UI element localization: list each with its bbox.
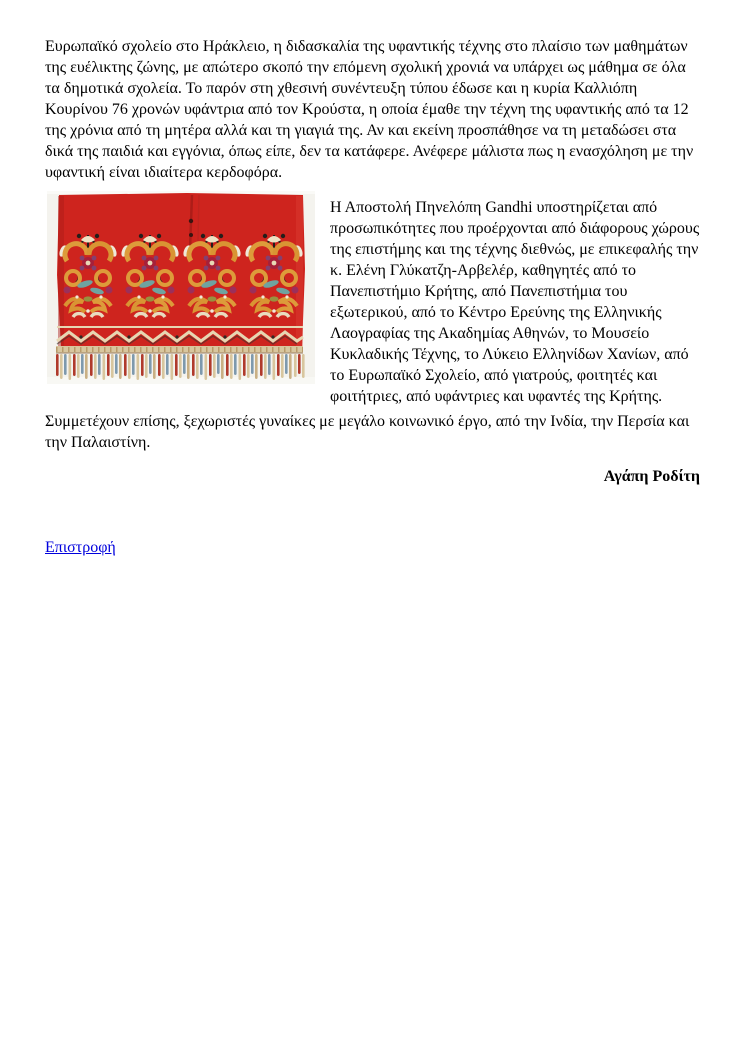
paragraph-mission: Η Αποστολή Πηνελόπη Gandhi υποστηρίζεται από προσωπικότητες που προέρχονται από διάφορους χώρους της επιστήμης και της τέχνης διεθνώς, με επικεφαλής την κ. Ελένη Γλύκατζη-Αρβελέρ, καθηγητές από το Πανεπιστήμιο Κρήτης, από Πανεπιστήμια του εξωτερικού, από το Κέντρο Ερεύνης της Ελληνικής Λαογραφίας της Ακαδημίας Αθηνών, το Μουσείο Κυκλαδικής Τέχνης, το Λύκειο Ελληνίδων Χανίων, από το Ευρωπαϊκό Σχολείο, από γιατρούς, φοιτητές και φοιτήτριες, από υφάντριες και υφαντές της Κρήτης. [330,199,700,405]
back-link[interactable]: Επιστροφή [45,539,116,556]
textile-photo [47,191,315,384]
paragraph-intro: Ευρωπαϊκό σχολείο στο Ηράκλειο, η διδασκαλία της υφαντικής τέχνης στο πλαίσιο των μαθημάτων της ευέλικτης ζώνης, με απώτερο σκοπό την επόμενη σχολική χρονιά να υπάρχει ως μάθημα σε όλα τα δημοτικά σχολεία. Το παρόν στη χθεσινή συνέντευξη τύπου έδωσε και η κυρία Καλλιόπη Κουρίνου 76 χρονών υφάντρια από τον Κρούστα, η οποία έμαθε την τέχνη της υφαντικής από τα 12 της χρόνια από τη μητέρα αλλά και τη γιαγιά της. Αν και εκείνη προσπάθησε να τη μεταδώσει στα δικά της παιδιά και εγγόνια, όπως είπε, δεν τα κατάφερε. Ανέφερε μάλιστα πως η ενασχόληση με την υφαντική είναι ιδιαίτερα κερδοφόρα. [45,38,694,181]
author-signature: Αγάπη Ροδίτη [603,468,700,485]
textile-photo-graphic [47,191,315,384]
media-row [45,191,700,407]
paragraph-participants: Συμμετέχουν επίσης, ξεχωριστές γυναίκες με μεγάλο κοινωνικό έργο, από την Ινδία, την Περσία και την Παλαιστίνη. [45,413,690,451]
footer [45,537,700,558]
